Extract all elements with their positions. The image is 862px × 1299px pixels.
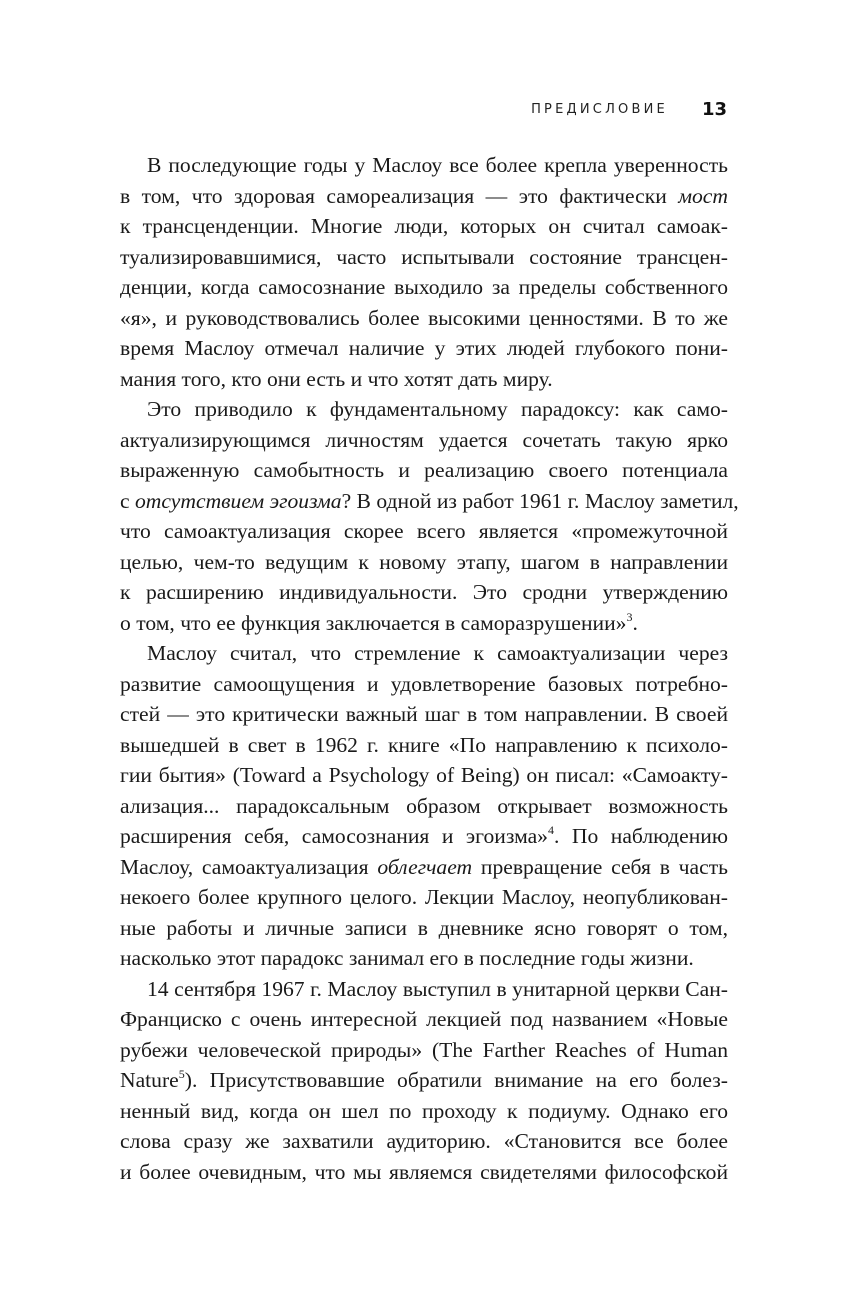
text-segment: Маслоу считал, что стремление к самоактуализации через — [147, 641, 728, 665]
paragraph — [120, 150, 728, 394]
text-segment: рубежи человеческой природы» (The Farther Reaches of Human — [120, 1037, 728, 1062]
text-segment: о том, что ее функция заключается в саморазрушении» — [120, 610, 627, 635]
text-line — [120, 730, 728, 761]
text-line — [120, 1126, 728, 1157]
text-line — [120, 150, 728, 181]
text-line — [120, 242, 728, 273]
footnote-reference: 3 — [626, 609, 633, 624]
text-line — [120, 1004, 728, 1035]
footnote-reference: 5 — [178, 1067, 185, 1081]
text-segment: Nature — [120, 1068, 179, 1092]
text-line — [120, 303, 728, 334]
text-segment: туализировавшимися, часто испытывали состояние трансцен- — [120, 244, 728, 269]
text-line — [120, 943, 728, 974]
text-line — [120, 852, 728, 883]
footnote-reference: 4 — [547, 823, 554, 837]
paragraph — [120, 394, 739, 638]
text-line — [120, 455, 728, 486]
page-number: 13 — [701, 98, 727, 120]
text-line — [120, 882, 728, 913]
italic-emphasis: облегчает — [377, 854, 473, 879]
text-segment: расширения себя, самосознания и эгоизма» — [120, 824, 548, 848]
text-segment: слова сразу же захватили аудиторию. «Становится все более — [120, 1129, 728, 1153]
text-line — [120, 791, 728, 822]
text-segment: ные работы и личные записи в дневнике ясно говорят о том, — [120, 915, 728, 940]
text-line — [120, 211, 728, 242]
text-segment: некоего более крупного целого. Лекции Маслоу, неопубликован- — [120, 885, 728, 909]
text-line — [120, 760, 728, 791]
text-segment: с — [120, 488, 135, 513]
text-line — [120, 669, 728, 700]
text-segment: и более очевидным, что мы являемся свидетелями философской — [120, 1159, 728, 1184]
text-line — [120, 272, 728, 303]
text-segment: что самоактуализация скорее всего является «промежуточной — [120, 519, 728, 543]
paragraph — [120, 974, 728, 1188]
text-line — [120, 364, 728, 395]
text-segment: к расширению индивидуальности. Это сродни утверждению — [120, 580, 728, 604]
text-line — [120, 181, 728, 212]
text-segment: денции, когда самосознание выходило за пределы собственного — [120, 275, 728, 299]
text-segment: Франциско с очень интересной лекцией под названием «Новые — [120, 1007, 728, 1031]
text-segment: время Маслоу отмечал наличие у этих людей глубокого пони- — [120, 336, 728, 360]
text-segment: В последующие годы у Маслоу все более крепла уверенность — [147, 153, 728, 177]
text-segment: ализация... парадоксальным образом открывает возможность — [120, 793, 728, 818]
text-segment: превращение себя в часть — [472, 854, 728, 879]
text-line — [120, 394, 728, 425]
text-segment: стей — это критически важный шаг в том направлении. В своей — [120, 702, 728, 726]
text-line — [120, 913, 728, 944]
text-line — [120, 547, 728, 578]
body-text — [120, 150, 739, 1187]
italic-emphasis: отсутствием эгоизма — [134, 488, 342, 513]
text-segment: мания того, кто они есть и что хотят дать миру. — [120, 366, 553, 391]
text-segment: гии бытия» (Toward a Psychology of Being) он писал: «Самоакту- — [120, 763, 728, 787]
text-line — [120, 821, 728, 852]
text-line — [120, 1096, 728, 1127]
text-segment: Это приводило к фундаментальному парадоксу: как само- — [147, 397, 728, 421]
paragraph — [120, 638, 728, 974]
text-segment: вышедшей в свет в 1962 г. книге «По направлению к психоло- — [120, 732, 728, 757]
text-segment: к трансценденции. Многие люди, которых он считал самоак- — [120, 214, 728, 238]
text-line — [120, 1035, 728, 1066]
text-segment: ненный вид, когда он шел по проходу к подиуму. Однако его — [120, 1098, 728, 1123]
text-line — [120, 1157, 728, 1188]
text-line — [120, 608, 728, 639]
text-line — [120, 699, 728, 730]
text-segment: «я», и руководствовались более высокими ценностями. В то же — [120, 305, 728, 330]
text-segment: 14 сентября 1967 г. Маслоу выступил в унитарной церкви Сан- — [147, 976, 728, 1001]
text-segment: актуализирующимся личностям удается сочетать такую ярко — [120, 427, 728, 452]
text-segment: Маслоу, самоактуализация — [120, 854, 378, 879]
running-header — [531, 94, 727, 124]
text-line — [120, 486, 739, 517]
chapter-title: ПРЕДИСЛОВИЕ — [531, 101, 668, 117]
text-segment: . — [632, 610, 638, 635]
text-segment: выраженную самобытность и реализацию своего потенциала — [120, 458, 728, 482]
text-line — [120, 638, 728, 669]
italic-emphasis: мост — [678, 183, 728, 208]
text-line — [120, 425, 728, 456]
text-segment: развитие самоощущения и удовлетворение базовых потребно- — [120, 671, 728, 696]
text-line — [120, 333, 728, 364]
text-segment: целью, чем-то ведущим к новому этапу, шагом в направлении — [120, 549, 728, 574]
text-segment: ). Присутствовавшие обратили внимание на его болез- — [184, 1068, 728, 1092]
text-segment: . По наблюдению — [553, 824, 728, 848]
text-line — [120, 516, 728, 547]
text-line — [120, 974, 728, 1005]
text-line — [120, 577, 728, 608]
text-segment: в том, что здоровая самореализация — это фактически — [120, 183, 679, 208]
text-line — [120, 1065, 728, 1096]
text-segment: насколько этот парадокс занимал его в последние годы жизни. — [120, 946, 694, 970]
text-segment: ? В одной из работ 1961 г. Маслоу заметил, — [341, 488, 739, 513]
